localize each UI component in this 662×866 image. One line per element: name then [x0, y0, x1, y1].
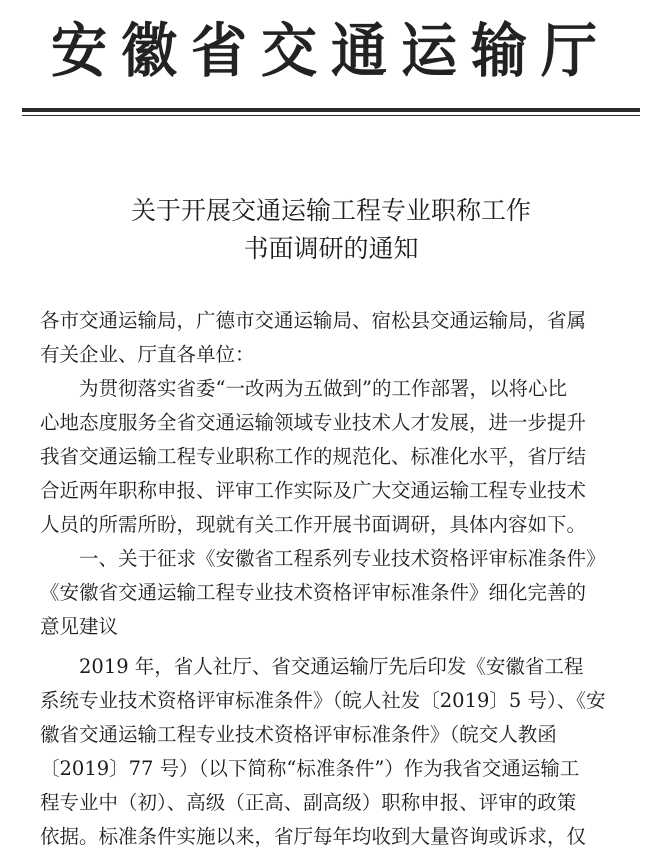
- paragraph-line: 〔2019〕77 号）（以下简称“标准条件”）作为我省交通运输工: [40, 757, 580, 780]
- document-title: [0, 192, 662, 268]
- org-name: 安徽省交通运输厅: [51, 17, 611, 86]
- section-heading-line: 《安徽省交通运输工程专业技术资格评审标准条件》细化完善的: [40, 581, 587, 604]
- letterhead: [0, 14, 662, 90]
- paragraph-line: 为贯彻落实省委“一改两为五做到”的工作部署，以将心比: [40, 377, 567, 400]
- paragraph-line: 系统专业技术资格评审标准条件》（皖人社发〔2019〕5 号）、《安: [40, 689, 606, 712]
- document-body: [40, 304, 632, 854]
- letterhead-rule-thick: [22, 108, 640, 112]
- addressee-line: 有关企业、厅直各单位：: [40, 343, 255, 366]
- section-heading-line: 意见建议: [40, 615, 119, 638]
- paragraph-line: 程专业中（初）、高级（正高、副高级）职称申报、评审的政策: [40, 791, 577, 814]
- section-heading-line: 一、关于征求《安徽省工程系列专业技术资格评审标准条件》: [40, 547, 606, 570]
- paragraph-line: 合近两年职称申报、评审工作实际及广大交通运输工程专业技术: [40, 479, 587, 502]
- title-line: 关于开展交通运输工程专业职称工作: [130, 196, 531, 225]
- paragraph-line: 徽省交通运输工程专业技术资格评审标准条件》（皖交人教函: [40, 723, 557, 746]
- paragraph-line: 我省交通运输工程专业职称工作的规范化、标准化水平，省厅结: [40, 445, 587, 468]
- letterhead-rule-thin: [22, 115, 640, 116]
- paragraph-line: 依据。标准条件实施以来，省厅每年均收到大量咨询或诉求，仅: [40, 825, 587, 848]
- paragraph-line: 心地态度服务全省交通运输领域专业技术人才发展，进一步提升: [40, 411, 587, 434]
- title-line: 书面调研的通知: [243, 234, 419, 263]
- paragraph-line: 人员的所需所盼，现就有关工作开展书面调研，具体内容如下。: [40, 513, 587, 536]
- paragraph-line: 2019 年，省人社厅、省交通运输厅先后印发《安徽省工程: [40, 655, 584, 678]
- addressee-line: 各市交通运输局，广德市交通运输局、宿松县交通运输局，省属: [40, 309, 587, 332]
